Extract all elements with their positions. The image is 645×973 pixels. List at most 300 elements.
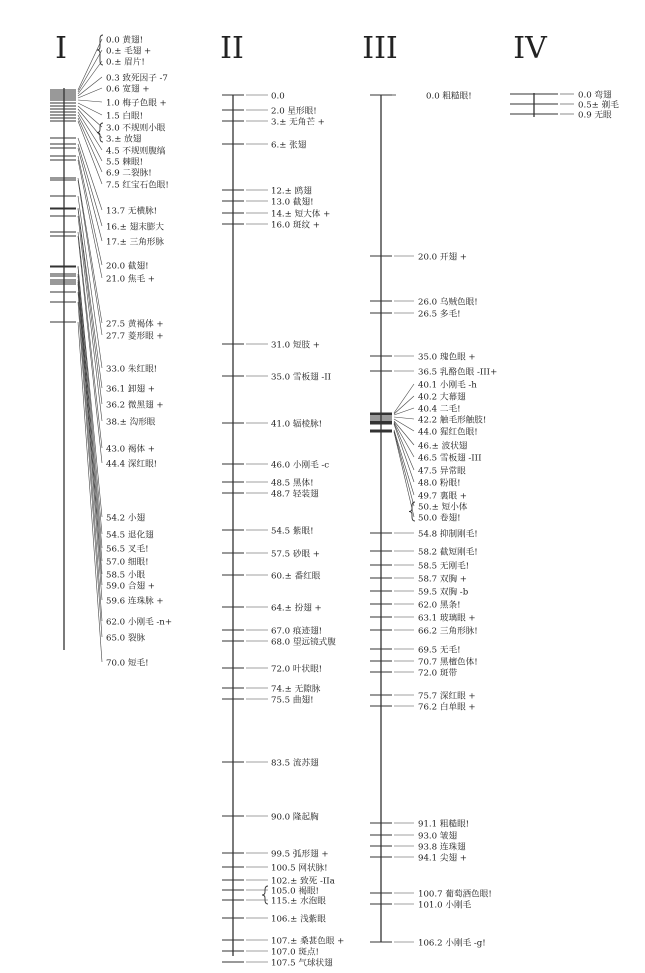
- locus-name: 小翅: [127, 513, 146, 524]
- locus-label: [106, 657, 149, 669]
- locus-position: 33.0: [106, 364, 126, 375]
- locus-position: 13.0: [271, 197, 291, 208]
- locus-label: [271, 92, 285, 102]
- locus-position: 48.0: [418, 478, 438, 489]
- locus-label: [271, 477, 314, 489]
- locus-label: [106, 443, 155, 455]
- locus: [370, 587, 469, 598]
- locus-name: 短毛!: [127, 658, 149, 669]
- locus-label: [106, 205, 157, 217]
- locus-position: 101.0: [418, 900, 443, 911]
- locus-position: 59.5: [418, 587, 438, 598]
- locus-name: 红宝石色眼!: [122, 180, 169, 191]
- locus-position: 36.1: [106, 384, 126, 395]
- locus-position: 35.0: [418, 352, 438, 363]
- locus-position: 66.2: [418, 626, 438, 637]
- locus: [222, 602, 322, 614]
- locus-label: [106, 569, 145, 581]
- locus-name: 乌贼色眼!: [439, 297, 478, 308]
- locus-name: 开翅 +: [439, 252, 467, 263]
- locus-label: [418, 667, 457, 679]
- locus-name: 叶状眼!: [292, 664, 323, 675]
- locus-label: [418, 490, 467, 502]
- locus-label: [271, 488, 319, 500]
- locus-name: 辐棱脉!: [292, 419, 323, 430]
- locus: [370, 251, 467, 263]
- locus-label: [418, 528, 478, 540]
- locus-name: 雪板翅 -III: [439, 453, 482, 464]
- locus-label: [271, 957, 333, 969]
- locus: [370, 351, 476, 363]
- locus-position: 102.±: [271, 876, 298, 887]
- locus-position: 72.0: [418, 668, 438, 679]
- locus-label: [418, 296, 478, 308]
- brace-icon: [409, 502, 415, 521]
- locus: [370, 612, 476, 624]
- locus-position: 107.5: [271, 958, 296, 969]
- locus-position: 47.5: [418, 466, 438, 477]
- locus: [222, 92, 285, 102]
- locus-position: 27.7: [106, 331, 126, 342]
- locus-name: 毛翅 +: [124, 46, 152, 57]
- locus-label: [578, 99, 619, 111]
- locus-connector: [78, 50, 102, 92]
- locus: [370, 701, 476, 713]
- locus-name: 三角形脉: [129, 237, 164, 248]
- locus-label: [271, 636, 336, 648]
- locus-label: [418, 477, 461, 489]
- locus-name: 宽翅 +: [122, 84, 150, 95]
- locus: [222, 683, 321, 695]
- locus-position: 0.0: [578, 90, 592, 101]
- locus-name: 连珠翅: [439, 842, 466, 853]
- locus: [222, 913, 326, 925]
- locus: [222, 196, 314, 208]
- locus-name: 小刚毛 -g!: [445, 938, 486, 949]
- locus-label: [106, 544, 149, 555]
- locus-label: [106, 383, 155, 395]
- locus-label: [106, 167, 152, 179]
- locus-name: 短肢 +: [292, 340, 320, 351]
- locus-position: 1.5: [106, 111, 120, 122]
- locus: [370, 888, 492, 900]
- locus-name: 棘眼!: [122, 157, 144, 168]
- locus-name: 桑葚色眼 +: [300, 936, 345, 947]
- locus-name: 三角形脉!: [439, 626, 478, 637]
- locus: [370, 645, 461, 656]
- locus-connector: [78, 115, 102, 161]
- locus-name: 鸥翅: [294, 186, 312, 197]
- locus: [370, 574, 467, 585]
- locus-position: 67.0: [271, 626, 291, 637]
- locus: [370, 830, 457, 842]
- locus-name: 褐眼!: [298, 886, 319, 897]
- locus-position: 62.0: [418, 600, 438, 611]
- locus: [222, 208, 330, 220]
- locus-label: [106, 273, 155, 285]
- locus: [222, 663, 322, 675]
- locus: [370, 841, 466, 853]
- locus-label: [271, 862, 328, 874]
- locus-label: [271, 139, 307, 151]
- locus-label: [271, 895, 326, 907]
- locus: [370, 852, 467, 864]
- locus-position: 46.0: [271, 460, 291, 471]
- locus-position: 54.5: [106, 530, 126, 541]
- locus-name: 星形眼!: [287, 106, 317, 117]
- locus: [222, 339, 320, 351]
- locus-position: 35.0: [271, 372, 291, 383]
- locus-name: 异常眼: [439, 466, 466, 477]
- locus-name: 弧形翅 +: [292, 849, 329, 860]
- locus: [222, 757, 319, 769]
- locus-name: 黄褐体 +: [127, 319, 164, 330]
- locus-position: 0.±: [106, 57, 122, 68]
- locus-position: 43.0: [106, 444, 126, 455]
- locus-position: 58.7: [418, 574, 438, 585]
- locus-position: 72.0: [271, 664, 291, 675]
- locus: [370, 90, 472, 102]
- locus-connector: [78, 148, 102, 241]
- locus-label: [106, 236, 164, 248]
- locus-position: 0.0: [271, 91, 285, 102]
- chromosome-IV: [510, 31, 619, 121]
- locus-position: 6.9: [106, 168, 120, 179]
- locus-name: 小刚毛 -c: [292, 460, 330, 471]
- locus-name: 不规则小眼: [122, 123, 166, 134]
- locus-label: [271, 116, 325, 128]
- locus-label: [271, 459, 329, 471]
- locus: [370, 296, 478, 308]
- locus-position: 107.0: [271, 947, 296, 958]
- locus-position: 54.2: [106, 513, 126, 524]
- locus-connector: [394, 432, 414, 517]
- locus-position: 44.0: [418, 427, 438, 438]
- locus-name: 雪板翅 -II: [292, 372, 332, 383]
- locus: [370, 690, 476, 702]
- locus-name: 双胸 -b: [439, 587, 469, 598]
- chromosome-I: [50, 31, 172, 669]
- locus-label: [271, 663, 322, 675]
- locus-label: [271, 185, 312, 197]
- locus-label: [106, 580, 155, 592]
- locus-name: 不规则腹缟: [122, 146, 166, 157]
- locus-label: [106, 56, 145, 68]
- locus-position: 48.7: [271, 489, 291, 500]
- locus-name: 粗糙眼!: [442, 91, 472, 102]
- locus-position: 64.±: [271, 603, 292, 614]
- locus-label: [271, 875, 335, 887]
- locus-label: [418, 830, 457, 842]
- locus-position: 6.±: [271, 140, 287, 151]
- locus-position: 105.0: [271, 886, 296, 897]
- locus-name: 猩红色眼!: [439, 427, 478, 438]
- locus-label: [106, 45, 151, 57]
- locus-name: 流苏翅: [292, 758, 319, 769]
- locus-label: [106, 512, 145, 524]
- locus-label: [271, 757, 319, 769]
- locus-name: 放翅: [124, 134, 142, 145]
- locus-name: 轻装翅: [292, 489, 319, 500]
- locus-label: [418, 656, 478, 668]
- locus-position: 12.±: [271, 186, 292, 197]
- locus-name: 致死 -IIa: [300, 876, 335, 887]
- locus-position: 50.±: [418, 502, 439, 513]
- locus-name: 眉片!: [124, 57, 145, 68]
- locus-position: 0.3: [106, 73, 120, 84]
- locus-position: 58.5: [418, 561, 438, 572]
- locus-name: 无角芒 +: [289, 117, 325, 128]
- locus-name: 触毛形触肢!: [439, 415, 487, 426]
- locus-name: 隆起胸: [292, 812, 319, 823]
- locus-position: 94.1: [418, 853, 438, 864]
- locus-position: 0.±: [106, 46, 122, 57]
- locus-name: 朱红眼!: [127, 364, 158, 375]
- locus-position: 16.±: [106, 222, 127, 233]
- locus: [370, 656, 478, 668]
- locus: [370, 599, 461, 611]
- locus-label: [271, 913, 326, 925]
- locus: [222, 185, 312, 197]
- locus-position: 59.0: [106, 581, 126, 592]
- locus-name: 小刚毛: [445, 900, 472, 911]
- locus-name: 小刚毛 -h: [439, 380, 477, 391]
- locus-position: 70.7: [418, 657, 438, 668]
- locus-name: 小眼: [127, 570, 146, 581]
- locus-name: 截翅!: [127, 261, 149, 272]
- locus-name: 白单眼 +: [439, 702, 476, 713]
- locus: [222, 570, 321, 582]
- locus: [222, 848, 329, 860]
- locus-connector: [394, 417, 414, 419]
- locus-position: 3.±: [271, 117, 287, 128]
- locus-position: 0.0: [426, 91, 440, 102]
- locus-label: [426, 90, 472, 102]
- locus-position: 115.±: [271, 896, 298, 907]
- locus-label: [418, 391, 466, 403]
- locus-position: 0.9: [578, 110, 592, 121]
- locus-name: 粗糙眼!: [439, 819, 470, 830]
- locus-position: 7.5: [106, 180, 120, 191]
- brace-icon: [97, 123, 103, 142]
- locus-label: [106, 260, 149, 272]
- chromosome-name: III: [362, 31, 398, 66]
- locus-label: [418, 612, 476, 624]
- locus: [222, 935, 344, 947]
- locus: [370, 899, 472, 911]
- locus-position: 59.6: [106, 596, 126, 607]
- locus: [222, 636, 336, 648]
- chromosome-II: [220, 31, 344, 969]
- locus: [222, 946, 319, 958]
- locus-position: 106.±: [271, 914, 298, 925]
- locus-name: 抑制刚毛!: [439, 529, 478, 540]
- locus-label: [418, 690, 476, 702]
- locus: [510, 89, 612, 101]
- locus: [370, 366, 497, 378]
- locus-label: [106, 122, 166, 134]
- locus-name: 番红眼: [294, 571, 321, 582]
- locus-label: [106, 557, 149, 568]
- locus-position: 40.4: [418, 404, 438, 415]
- locus-position: 46.±: [418, 441, 439, 452]
- locus-name: 细眼!: [127, 557, 149, 568]
- locus-label: [271, 811, 319, 823]
- locus-label: [106, 156, 143, 168]
- locus-position: 100.5: [271, 863, 296, 874]
- locus-label: [106, 179, 169, 191]
- locus-name: 无刚毛!: [439, 561, 470, 572]
- locus-position: 48.5: [271, 478, 291, 489]
- locus-label: [418, 351, 476, 363]
- locus-position: 40.2: [418, 392, 438, 403]
- locus-position: 38.±: [106, 417, 127, 428]
- locus-name: 黑条!: [439, 600, 461, 611]
- locus-label: [418, 546, 478, 558]
- locus-name: 斑纹 +: [292, 220, 320, 231]
- locus-label: [418, 841, 466, 853]
- locus-label: [271, 418, 322, 430]
- chromosome-name: I: [55, 31, 67, 66]
- locus-name: 无毛!: [439, 645, 461, 656]
- locus-label: [578, 89, 612, 101]
- locus-connector: [78, 284, 102, 600]
- locus-label: [271, 219, 320, 231]
- locus: [370, 528, 478, 540]
- locus-name: 截翅!: [292, 197, 314, 208]
- locus-position: 75.5: [271, 695, 291, 706]
- locus-name: 褐体 +: [127, 444, 155, 455]
- locus: [222, 525, 314, 537]
- locus-name: 乳酪色眼 -III+: [439, 367, 498, 378]
- locus-label: [418, 251, 467, 263]
- locus-label: [106, 363, 157, 375]
- locus-label: [418, 379, 477, 391]
- locus-position: 76.2: [418, 702, 438, 713]
- locus-name: 卷翅!: [439, 513, 461, 524]
- locus-label: [418, 899, 472, 911]
- locus-name: 无横脉!: [127, 206, 158, 217]
- locus-label: [418, 701, 476, 713]
- locus: [370, 937, 486, 949]
- locus-name: 皱翅: [439, 831, 458, 842]
- locus-label: [271, 886, 319, 897]
- locus-label: [106, 595, 164, 607]
- locus-name: 网状脉!: [298, 863, 328, 874]
- locus-position: 21.0: [106, 274, 126, 285]
- locus-position: 44.4: [106, 459, 126, 470]
- locus-position: 93.8: [418, 842, 438, 853]
- locus: [222, 548, 320, 560]
- locus-name: 无隙脉: [294, 684, 321, 695]
- locus-label: [271, 625, 322, 637]
- locus-label: [418, 852, 467, 864]
- locus-name: 深红眼!: [127, 459, 158, 470]
- locus-connector: [78, 61, 102, 94]
- locus: [222, 886, 319, 897]
- locus-connector: [78, 160, 102, 278]
- chromosome-name: IV: [513, 31, 547, 66]
- locus-name: 浅紫眼: [300, 914, 326, 925]
- locus-position: 49.7: [418, 491, 438, 502]
- locus-name: 水泡眼: [300, 896, 326, 907]
- locus-name: 叉毛!: [127, 544, 149, 555]
- locus: [222, 957, 333, 969]
- locus-name: 卸翅 +: [127, 384, 155, 395]
- locus-position: 68.0: [271, 637, 291, 648]
- locus-name: 无眼: [594, 110, 612, 121]
- locus-position: 99.5: [271, 849, 291, 860]
- locus-name: 紫眼!: [292, 526, 314, 537]
- chromosome-name: II: [220, 31, 244, 66]
- locus-label: [106, 145, 166, 157]
- locus-label: [418, 625, 478, 637]
- locus-label: [418, 366, 497, 378]
- locus-label: [271, 946, 319, 958]
- locus-name: 二毛!: [439, 404, 461, 415]
- locus-position: 26.0: [418, 297, 438, 308]
- locus-label: [271, 106, 317, 117]
- locus-position: 90.0: [271, 812, 291, 823]
- locus: [222, 811, 319, 823]
- locus: [222, 219, 320, 231]
- locus-position: 54.8: [418, 529, 438, 540]
- locus-position: 36.5: [418, 367, 438, 378]
- locus-label: [418, 414, 486, 426]
- locus: [370, 667, 457, 679]
- locus-name: 斑带: [439, 668, 458, 679]
- locus-label: [106, 529, 154, 541]
- locus: [222, 875, 335, 887]
- locus-name: 玻璃眼 +: [439, 613, 476, 624]
- locus-label: [418, 501, 468, 513]
- locus-label: [418, 599, 461, 611]
- locus-label: [106, 83, 150, 95]
- locus-connector: [394, 431, 414, 506]
- locus-label: [418, 818, 469, 830]
- locus-name: 深红眼 +: [439, 691, 476, 702]
- brace-icon: [262, 886, 268, 904]
- locus-name: 张翅: [289, 140, 307, 151]
- locus-label: [418, 574, 467, 585]
- locus-label: [106, 97, 167, 109]
- locus-name: 扮翅 +: [294, 603, 322, 614]
- locus-label: [578, 110, 612, 121]
- locus-label: [271, 848, 329, 860]
- locus-name: 微黑翅 +: [127, 400, 164, 411]
- locus: [222, 106, 317, 117]
- locus-name: 双胸 +: [439, 574, 467, 585]
- locus: [370, 625, 478, 637]
- locus-label: [106, 632, 145, 644]
- locus: [222, 477, 314, 489]
- locus-label: [418, 587, 469, 598]
- locus-name: 梅子色眼 +: [122, 98, 167, 109]
- locus-name: 焦毛 +: [127, 274, 155, 285]
- locus-position: 106.2: [418, 938, 443, 949]
- locus-name: 合翅 +: [127, 581, 155, 592]
- locus-label: [271, 602, 322, 614]
- locus-position: 42.2: [418, 415, 438, 426]
- locus-label: [106, 458, 157, 470]
- locus-position: 13.7: [106, 206, 126, 217]
- locus: [370, 546, 478, 558]
- locus-name: 望远镜式腹: [292, 637, 336, 648]
- locus: [222, 371, 331, 383]
- locus-position: 14.±: [271, 209, 292, 220]
- locus-position: 26.5: [418, 309, 438, 320]
- locus-label: [271, 525, 314, 537]
